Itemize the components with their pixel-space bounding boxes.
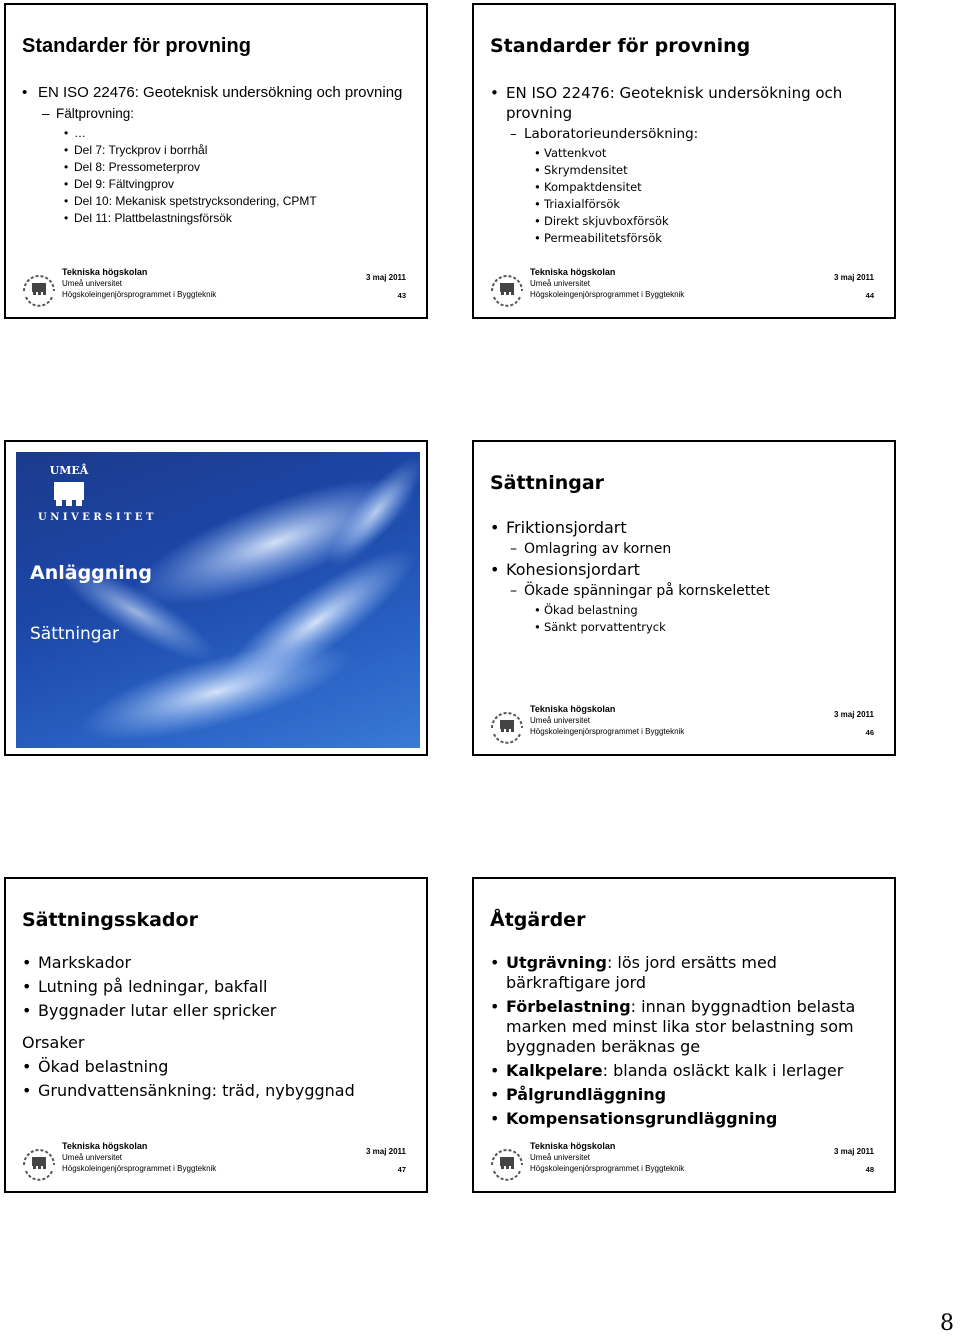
- list-item: • Kompaktdensitet: [490, 179, 882, 196]
- list-item: • Del 11: Plattbelastningsförsök: [22, 210, 414, 227]
- list-item: • …: [22, 125, 414, 142]
- slide-45: [4, 440, 428, 756]
- org-name: Tekniska högskolan: [530, 704, 616, 714]
- section-label: Orsaker: [22, 1033, 85, 1052]
- org-program: Högskoleingenjörsprogrammet i Byggteknik: [62, 290, 217, 299]
- list-item: • Ökad belastning: [490, 602, 882, 619]
- slide-title: Standarder för provning: [22, 35, 251, 57]
- org-program: Högskoleingenjörsprogrammet i Byggteknik: [530, 727, 685, 736]
- section-title: Anläggning: [30, 562, 152, 584]
- slide-body: [490, 953, 882, 1133]
- slide-number: 44: [865, 291, 874, 300]
- slide-footer: [16, 267, 406, 307]
- list-item: • Sänkt porvattentryck: [490, 619, 882, 636]
- list-item: • Del 8: Pressometerprov: [22, 159, 414, 176]
- org-name: Tekniska högskolan: [530, 1141, 616, 1151]
- sub-bullet: – Ökade spänningar på kornskelettet: [490, 582, 882, 600]
- sub-bullet: – Laboratorieundersökning:: [490, 125, 882, 143]
- umea-university-logo-icon: [20, 1143, 58, 1181]
- bullet: • Lutning på ledningar, bakfall: [22, 977, 414, 997]
- umea-university-logo-icon: [488, 706, 526, 744]
- aurora-background-image: [16, 452, 420, 748]
- list-item: • Direkt skjuvboxförsök: [490, 213, 882, 230]
- description: : innan byggnadtion belasta marken med minst lika stor belastning som byggnaden beräknas ge: [506, 997, 856, 1056]
- slide-title: Standarder för provning: [490, 35, 751, 57]
- slide-footer: [484, 704, 874, 744]
- description: : blanda osläckt kalk i lerlager: [602, 1061, 844, 1080]
- slide-number: 46: [865, 728, 874, 737]
- org-name: Tekniska högskolan: [530, 267, 616, 277]
- document-page-number: 8: [940, 1311, 954, 1336]
- list-item: • Skrymdensitet: [490, 162, 882, 179]
- bullet: • Grundvattensänkning: träd, nybyggnad: [22, 1081, 414, 1101]
- slide-body: [490, 83, 882, 247]
- list-item: • Del 7: Tryckprov i borrhål: [22, 142, 414, 159]
- term: Pålgrundläggning: [506, 1085, 667, 1104]
- org-university: Umeå universitet: [530, 1153, 591, 1162]
- bullet: [490, 953, 882, 993]
- slide-date: 3 maj 2011: [833, 1147, 874, 1156]
- org-university: Umeå universitet: [62, 279, 123, 288]
- slide-47: [4, 877, 428, 1193]
- slide-body: [22, 953, 414, 1105]
- org-name: Tekniska högskolan: [62, 267, 148, 277]
- term: Förbelastning: [506, 997, 631, 1016]
- bullet: • EN ISO 22476: Geoteknisk undersökning och provning: [490, 83, 882, 123]
- slide-43: [4, 3, 428, 319]
- bullet: [490, 1109, 882, 1129]
- slide-title: Åtgärder: [490, 909, 586, 931]
- org-name: Tekniska högskolan: [62, 1141, 148, 1151]
- slide-44: [472, 3, 896, 319]
- slide-number: 47: [397, 1165, 406, 1174]
- slide-title: Sättningsskador: [22, 909, 198, 931]
- org-university: Umeå universitet: [530, 279, 591, 288]
- svg-text:UMEÅ: UMEÅ: [49, 464, 89, 477]
- list-item: • Del 9: Fältvingprov: [22, 176, 414, 193]
- bullet: [490, 997, 882, 1057]
- slide-footer: [16, 1141, 406, 1181]
- bullet: • EN ISO 22476: Geoteknisk undersökning och provning: [22, 83, 414, 103]
- description: : lös jord ersätts med bärkraftigare jord: [506, 953, 777, 992]
- slide-body: [490, 518, 882, 636]
- list-item: • Triaxialförsök: [490, 196, 882, 213]
- slide-number: 48: [865, 1165, 874, 1174]
- list-item: • Del 10: Mekanisk spetstrycksondering, CPMT: [22, 193, 414, 210]
- slide-footer: [484, 267, 874, 307]
- umea-university-logo-icon: [488, 1143, 526, 1181]
- bullet: [490, 1061, 882, 1081]
- bullet: • Byggnader lutar eller spricker: [22, 1001, 414, 1021]
- umea-university-logo-icon: [20, 269, 58, 307]
- slide-number: 43: [397, 291, 406, 300]
- bullet: [490, 1085, 882, 1105]
- slide-date: 3 maj 2011: [833, 273, 874, 282]
- term: Utgrävning: [506, 953, 607, 972]
- term: Kalkpelare: [506, 1061, 603, 1080]
- bullet: • Ökad belastning: [22, 1057, 414, 1077]
- slide-footer: [484, 1141, 874, 1181]
- slide-48: [472, 877, 896, 1193]
- bullet: • Kohesionsjordart: [490, 560, 882, 580]
- bullet: • Friktionsjordart: [490, 518, 882, 538]
- slide-date: 3 maj 2011: [365, 273, 406, 282]
- umea-university-logo-icon: [488, 269, 526, 307]
- org-program: Högskoleingenjörsprogrammet i Byggteknik: [62, 1164, 217, 1173]
- org-program: Högskoleingenjörsprogrammet i Byggteknik: [530, 1164, 685, 1173]
- org-university: Umeå universitet: [530, 716, 591, 725]
- list-item: • Permeabilitetsförsök: [490, 230, 882, 247]
- slide-date: 3 maj 2011: [365, 1147, 406, 1156]
- svg-text:U N I V E R S I T E T: U N I V E R S I T E T: [38, 512, 154, 523]
- org-university: Umeå universitet: [62, 1153, 123, 1162]
- sub-bullet: – Omlagring av kornen: [490, 540, 882, 558]
- term: Kompensationsgrundläggning: [506, 1109, 778, 1128]
- bullet: • Markskador: [22, 953, 414, 973]
- umea-university-emblem-icon: [30, 460, 154, 544]
- slide-body: [22, 83, 414, 227]
- slide-date: 3 maj 2011: [833, 710, 874, 719]
- sub-bullet: – Fältprovning:: [22, 105, 414, 123]
- section-subtitle: Sättningar: [30, 624, 120, 644]
- slide-title: Sättningar: [490, 472, 605, 494]
- list-item: • Vattenkvot: [490, 145, 882, 162]
- org-program: Högskoleingenjörsprogrammet i Byggteknik: [530, 290, 685, 299]
- slide-46: [472, 440, 896, 756]
